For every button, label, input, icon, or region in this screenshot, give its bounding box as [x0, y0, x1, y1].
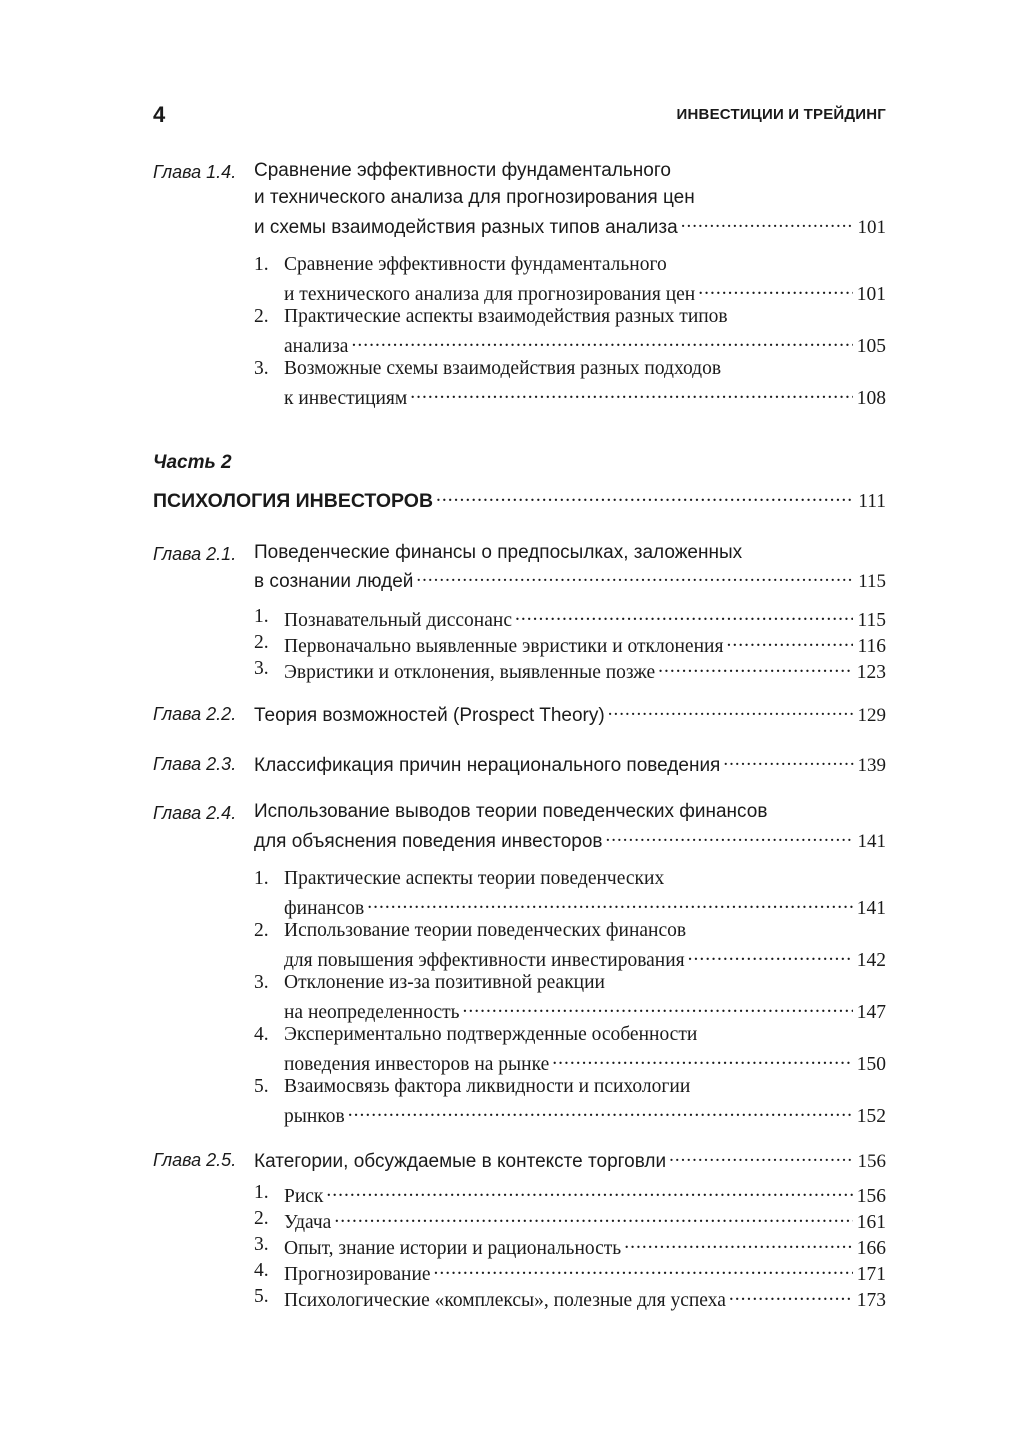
chapter-label: Глава 1.4.	[153, 162, 237, 182]
page-ref: 147	[856, 1001, 886, 1023]
page-ref: 166	[856, 1237, 886, 1259]
item-text-line: Познавательный диссонанс	[284, 609, 512, 631]
toc-entry[interactable]	[284, 1286, 886, 1312]
page-ref: 161	[856, 1211, 886, 1233]
dot-leader	[608, 702, 854, 721]
item-text-line: рынков	[284, 1105, 345, 1127]
page-ref: 152	[856, 1105, 886, 1127]
item-number: 3.	[254, 972, 269, 993]
dot-leader	[606, 828, 854, 847]
dot-leader	[698, 280, 853, 300]
page-ref: 173	[856, 1289, 886, 1311]
running-title: ИНВЕСТИЦИИ И ТРЕЙДИНГ	[676, 106, 886, 123]
toc-entry[interactable]	[284, 1050, 886, 1076]
toc-entry[interactable]	[284, 998, 886, 1024]
dot-leader	[552, 1050, 853, 1070]
item-text-line: Возможные схемы взаимодействия разных подходов	[284, 358, 722, 379]
toc-entry[interactable]	[284, 332, 886, 358]
item-text-line: Сравнение эффективности фундаментального	[284, 254, 667, 275]
page-ref: 156	[857, 1151, 886, 1172]
dot-leader	[326, 1182, 852, 1202]
toc-entry[interactable]	[284, 894, 886, 920]
item-text-line: анализа	[284, 335, 349, 357]
dot-leader	[658, 658, 853, 678]
dot-leader	[723, 752, 853, 771]
page-ref: 116	[857, 635, 886, 657]
chapter-title-line: и технического анализа для прогнозирования цен	[254, 187, 695, 208]
toc-entry[interactable]	[284, 606, 886, 632]
part-title: ПСИХОЛОГИЯ ИНВЕСТОРОВ	[153, 489, 434, 512]
chapter-title-line: Категории, обсуждаемые в контексте торговли	[254, 1151, 667, 1172]
item-text-line: Экспериментально подтвержденные особенности	[284, 1024, 698, 1045]
page-ref: 101	[856, 283, 886, 305]
item-text-line: на неопределенность	[284, 1001, 460, 1023]
item-number: 1.	[254, 868, 269, 889]
item-number: 2.	[254, 306, 269, 327]
toc-entry[interactable]	[284, 946, 886, 972]
dot-leader	[416, 568, 854, 587]
toc-entry[interactable]	[284, 1260, 886, 1286]
toc-entry[interactable]	[284, 384, 886, 410]
item-number: 5.	[254, 1286, 269, 1307]
toc-entry[interactable]	[254, 568, 886, 593]
dot-leader	[348, 1102, 853, 1122]
item-text-line: Эвристики и отклонения, выявленные позже	[284, 661, 656, 683]
chapter-title-line: Сравнение эффективности фундаментального	[254, 160, 671, 181]
dot-leader	[334, 1208, 852, 1228]
chapter-label: Глава 2.1.	[153, 544, 237, 564]
dot-leader	[515, 606, 853, 626]
chapter-title-line: Классификация причин нерационального поведения	[254, 755, 721, 776]
item-number: 1.	[254, 254, 269, 275]
toc-entry[interactable]	[254, 828, 886, 853]
page-ref: 142	[856, 949, 886, 971]
item-number: 3.	[254, 358, 269, 379]
item-text-line: Удача	[284, 1211, 332, 1233]
item-text-line: Практические аспекты взаимодействия разных типов	[284, 306, 728, 327]
chapter-title-line: и схемы взаимодействия разных типов анализа	[254, 217, 678, 238]
toc-entry[interactable]	[284, 1102, 886, 1128]
toc-entry[interactable]	[254, 702, 886, 727]
item-text-line: Опыт, знание истории и рациональность	[284, 1237, 622, 1259]
item-text-line: Риск	[284, 1185, 324, 1207]
chapter-title-line: в сознании людей	[254, 571, 414, 592]
page-ref: 139	[857, 755, 886, 776]
item-text-line: и технического анализа для прогнозирования цен	[284, 283, 696, 305]
toc-entry[interactable]	[254, 752, 886, 777]
chapter-title-line: для объяснения поведения инвесторов	[254, 831, 603, 852]
item-text-line: Использование теории поведенческих финансов	[284, 920, 687, 941]
item-number: 4.	[254, 1260, 269, 1281]
toc-entry[interactable]	[284, 632, 886, 658]
item-number: 3.	[254, 1234, 269, 1255]
toc-entry[interactable]	[153, 487, 886, 513]
item-number: 3.	[254, 658, 269, 679]
toc-entry[interactable]	[254, 1148, 886, 1173]
page-ref: 115	[857, 609, 886, 631]
dot-leader	[367, 894, 853, 914]
page-ref: 141	[856, 897, 886, 919]
dot-leader	[434, 1260, 853, 1280]
page-ref: 101	[857, 217, 886, 238]
page-ref: 156	[856, 1185, 886, 1207]
page-ref: 123	[856, 661, 886, 683]
dot-leader	[624, 1234, 853, 1254]
chapter-label: Глава 2.3.	[153, 754, 237, 774]
item-number: 4.	[254, 1024, 269, 1045]
page-ref: 171	[856, 1263, 886, 1285]
toc-entry[interactable]	[254, 214, 886, 239]
toc-entry[interactable]	[284, 1182, 886, 1208]
item-text-line: Практические аспекты теории поведенческих	[284, 868, 665, 889]
chapter-title-line: Поведенческие финансы о предпосылках, заложенных	[254, 542, 743, 563]
page-ref: 108	[856, 387, 886, 409]
page-ref: 150	[856, 1053, 886, 1075]
dot-leader	[681, 214, 854, 233]
dot-leader	[688, 946, 853, 966]
item-text-line: к инвестициям	[284, 387, 408, 409]
toc-entry[interactable]	[284, 280, 886, 306]
item-number: 2.	[254, 920, 269, 941]
item-text-line: Взаимосвязь фактора ликвидности и психологии	[284, 1076, 691, 1097]
page-number: 4	[153, 102, 166, 127]
page-ref: 105	[856, 335, 886, 357]
chapter-label: Глава 2.4.	[153, 803, 237, 823]
page-ref: 111	[858, 490, 886, 512]
item-text-line: Первоначально выявленные эвристики и отклонения	[284, 635, 724, 657]
dot-leader	[669, 1148, 853, 1167]
chapter-title-line: Теория возможностей (Prospect Theory)	[254, 705, 605, 726]
chapter-title-line: Использование выводов теории поведенческих финансов	[254, 801, 768, 822]
item-number: 5.	[254, 1076, 269, 1097]
toc-entry[interactable]	[284, 1208, 886, 1234]
item-text-line: Прогнозирование	[284, 1263, 431, 1285]
page-ref: 141	[857, 831, 886, 852]
running-head	[0, 0, 1021, 140]
dot-leader	[351, 332, 852, 352]
dot-leader	[729, 1286, 853, 1306]
item-text-line: Отклонение из-за позитивной реакции	[284, 972, 605, 993]
dot-leader	[436, 487, 854, 507]
toc-entry[interactable]	[284, 1234, 886, 1260]
dot-leader	[410, 384, 853, 404]
item-text-line: Психологические «комплексы», полезные для успеха	[284, 1289, 726, 1311]
page-ref: 129	[857, 705, 886, 726]
item-text-line: для повышения эффективности инвестирования	[284, 949, 685, 971]
chapter-label: Глава 2.2.	[153, 704, 237, 724]
chapter-label: Глава 2.5.	[153, 1150, 237, 1170]
item-text-line: поведения инвесторов на рынке	[284, 1053, 550, 1075]
item-number: 1.	[254, 606, 269, 627]
dot-leader	[463, 998, 853, 1018]
item-number: 2.	[254, 632, 269, 653]
page-ref: 115	[858, 571, 886, 592]
dot-leader	[726, 632, 853, 652]
item-number: 2.	[254, 1208, 269, 1229]
toc-entry[interactable]	[284, 658, 886, 684]
item-text-line: финансов	[284, 897, 365, 919]
part-label: Часть 2	[153, 452, 232, 473]
item-number: 1.	[254, 1182, 269, 1203]
